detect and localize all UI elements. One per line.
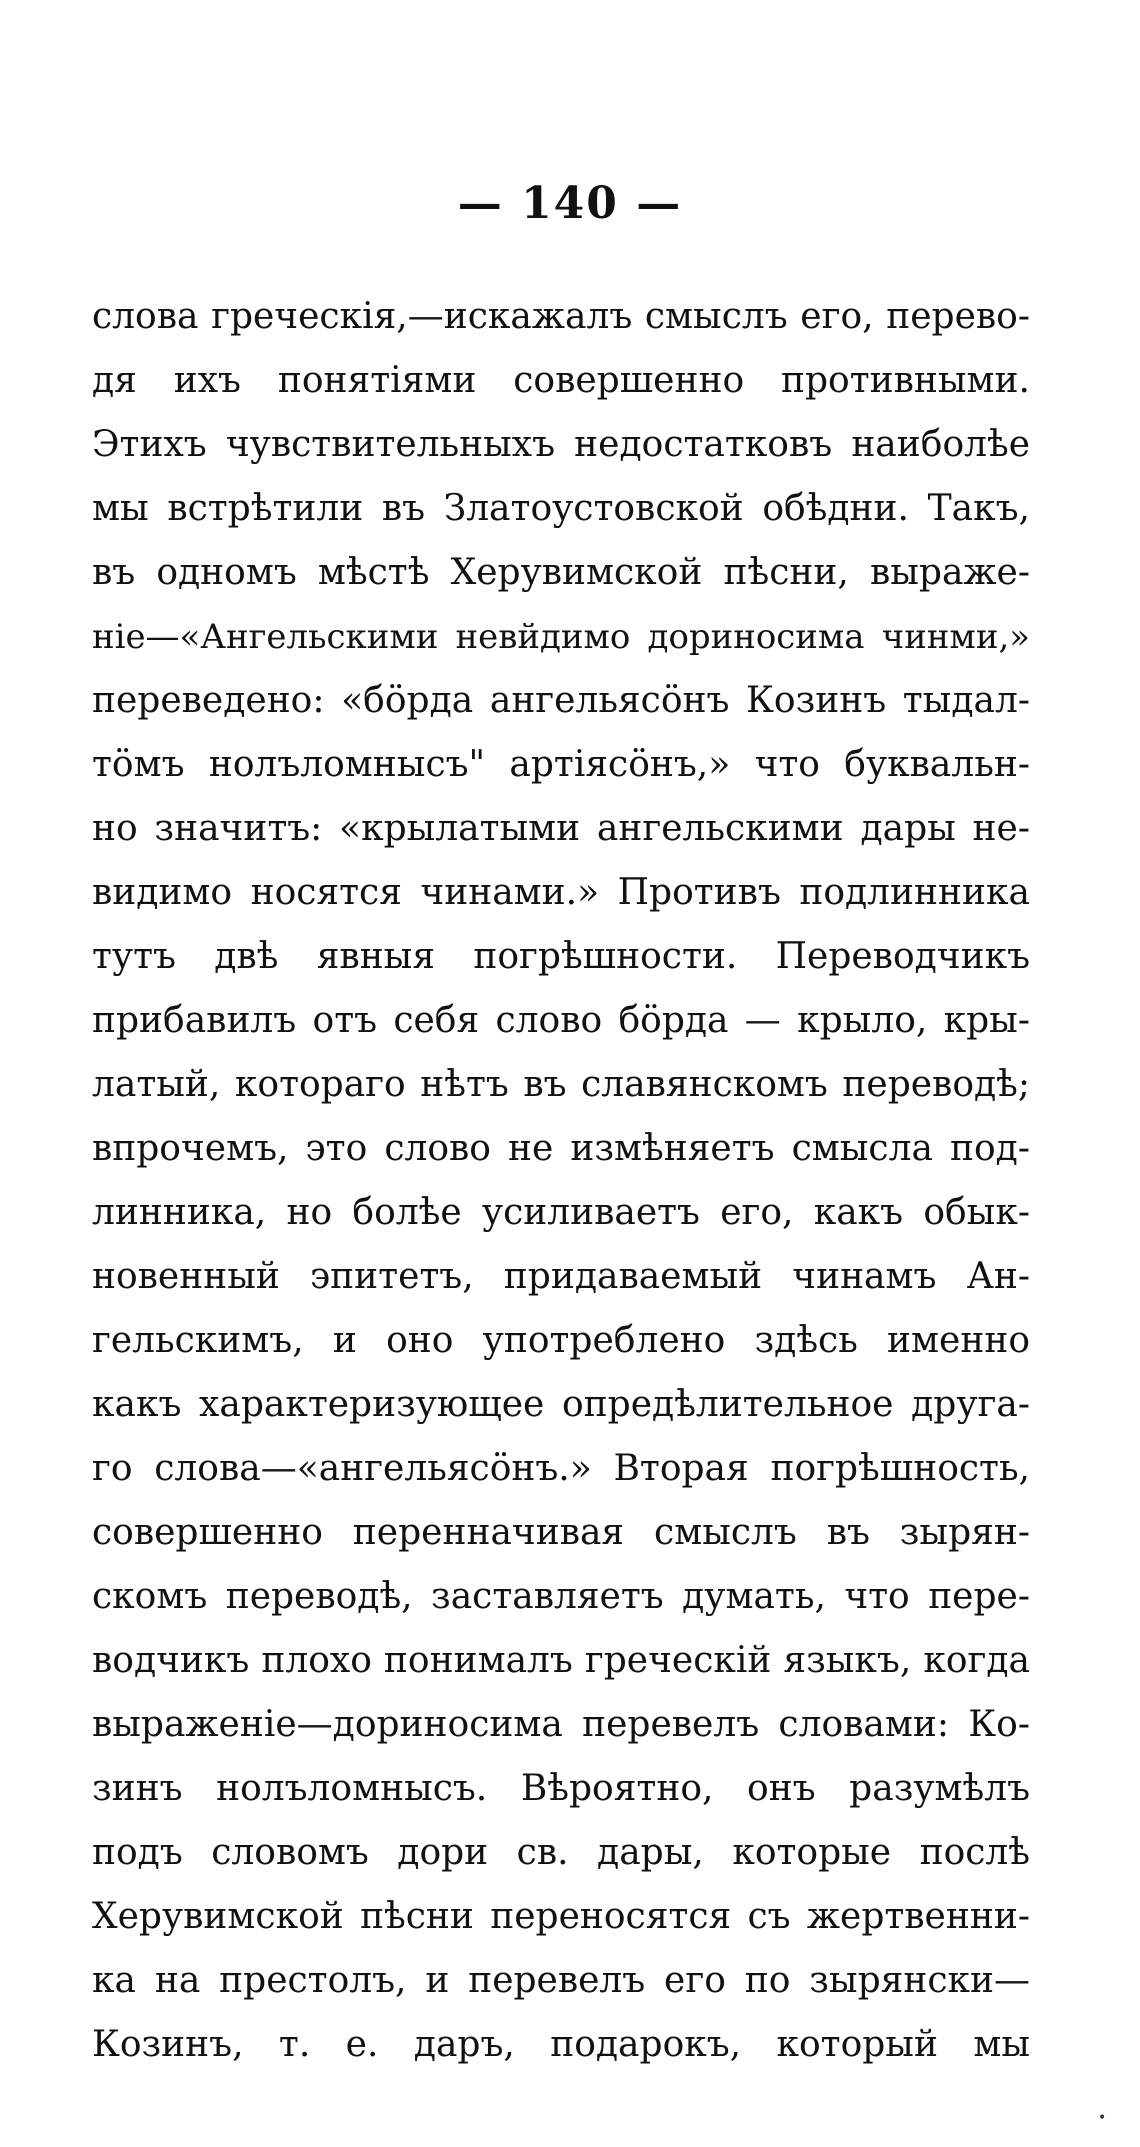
text-line: линника, но болѣе усиливаетъ его, какъ обык- (92, 1192, 1030, 1233)
text-line: но значитъ: «крылатыми ангельскими дары не- (92, 808, 1030, 849)
text-line: Этихъ чувствительныхъ недостатковъ наиболѣе (92, 424, 1030, 465)
text-line: дя ихъ понятіями совершенно противными. (92, 360, 1030, 401)
text-line: какъ характеризующее опредѣлительное друга- (92, 1384, 1030, 1425)
text-line: подъ словомъ дори св. дары, которые послѣ (92, 1832, 1030, 1873)
text-line: прибавилъ отъ себя слово бöрда — крыло, кры- (92, 1000, 1030, 1041)
text-line: мы встрѣтили въ Златоустовской обѣдни. Такъ, (92, 488, 1030, 529)
text-line: ніе—«Ангельскими невйдимо дориносима чинми,» (92, 617, 1030, 657)
text-line: совершенно перенначивая смыслъ въ зырян- (92, 1512, 1030, 1553)
text-line: новенный эпитетъ, придаваемый чинамъ Ан- (92, 1256, 1030, 1297)
text-line: впрочемъ, это слово не измѣняетъ смысла под- (92, 1128, 1030, 1169)
text-line: водчикъ плохо понималъ греческій языкъ, когда (92, 1640, 1030, 1681)
text-line: гельскимъ, и оно употреблено здѣсь именно (92, 1320, 1030, 1361)
text-line: переведено: «бöрда ангельясöнъ Козинъ тыдал- (92, 680, 1030, 721)
text-line: тутъ двѣ явныя погрѣшности. Переводчикъ (92, 936, 1030, 977)
text-line: выраженіе—дориносима перевелъ словами: Ко- (92, 1704, 1030, 1745)
text-line: скомъ переводѣ, заставляетъ думать, что пере- (92, 1576, 1030, 1617)
scan-speck: • (1098, 2110, 1107, 2126)
text-line: латый, котораго нѣтъ въ славянскомъ переводѣ; (92, 1064, 1030, 1105)
text-line: ка на престолъ, и перевелъ его по зырянски— (92, 1960, 1030, 2001)
text-line: видимо носятся чинами.» Противъ подлинника (92, 872, 1030, 913)
body-text (92, 285, 1030, 2077)
text-line: тöмъ нолъломнысъ" артіясöнъ,» что буквальн- (92, 744, 1030, 785)
text-line: въ одномъ мѣстѣ Херувимской пѣсни, выраже- (92, 552, 1030, 593)
text-line: зинъ нолъломнысъ. Вѣроятно, онъ разумѣлъ (92, 1768, 1030, 1809)
text-line: Козинъ, т. е. даръ, подарокъ, который мы (92, 2024, 1030, 2065)
text-line: слова греческія,—искажалъ смыслъ его, перево- (92, 296, 1030, 337)
text-line: Херувимской пѣсни переносятся съ жертвенни- (92, 1896, 1030, 1937)
text-line: го слова—«ангельясöнъ.» Вторая погрѣшность, (92, 1448, 1030, 1489)
page-number: — 140 — (457, 178, 683, 229)
